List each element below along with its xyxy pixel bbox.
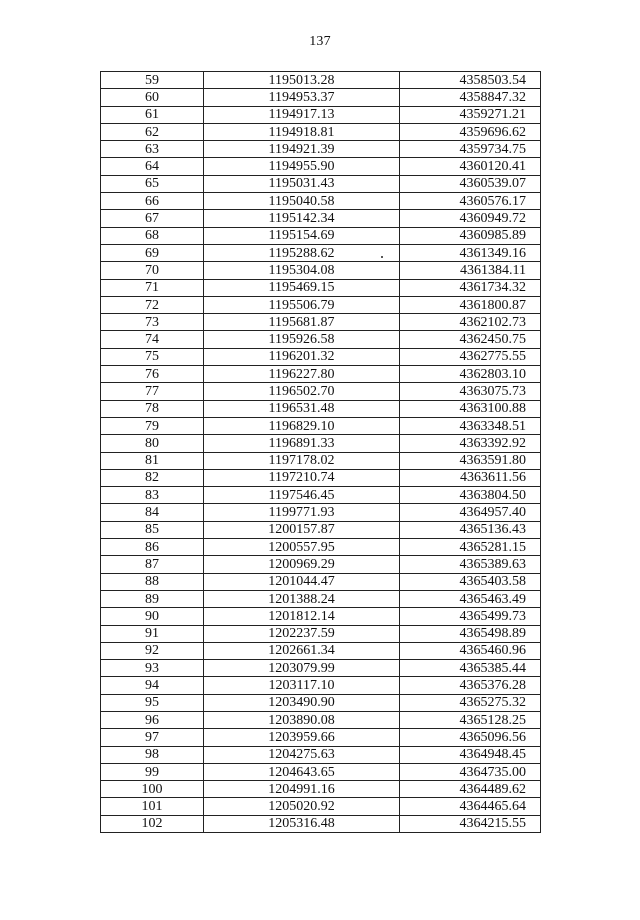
point-number-cell: 100 (101, 781, 204, 798)
table-row (101, 72, 541, 89)
point-number-cell: 72 (101, 296, 204, 313)
y-coordinate-cell: 4365275.32 (400, 694, 541, 711)
point-number-cell: 101 (101, 798, 204, 815)
y-coordinate-cell: 4362775.55 (400, 348, 541, 365)
y-coordinate-cell: 4360985.89 (400, 227, 541, 244)
x-coordinate-cell: 1194955.90 (204, 158, 400, 175)
point-number-cell: 65 (101, 175, 204, 192)
table-row (101, 106, 541, 123)
table-row (101, 244, 541, 261)
table-row (101, 279, 541, 296)
table-row (101, 625, 541, 642)
x-coordinate-cell: 1204275.63 (204, 746, 400, 763)
table-row (101, 348, 541, 365)
point-number-cell: 77 (101, 383, 204, 400)
point-number-cell: 71 (101, 279, 204, 296)
y-coordinate-cell: 4363100.88 (400, 400, 541, 417)
x-coordinate-cell: 1205020.92 (204, 798, 400, 815)
table-row (101, 642, 541, 659)
x-coordinate-cell: 1200557.95 (204, 539, 400, 556)
table-row (101, 608, 541, 625)
table-row (101, 521, 541, 538)
table-row (101, 331, 541, 348)
point-number-cell: 80 (101, 435, 204, 452)
table-row (101, 539, 541, 556)
point-number-cell: 67 (101, 210, 204, 227)
x-coordinate-cell: 1195469.15 (204, 279, 400, 296)
table-row (101, 504, 541, 521)
point-number-cell: 79 (101, 417, 204, 434)
y-coordinate-cell: 4363348.51 (400, 417, 541, 434)
point-number-cell: 76 (101, 366, 204, 383)
coordinates-table-body (101, 72, 541, 833)
y-coordinate-cell: 4364465.64 (400, 798, 541, 815)
y-coordinate-cell: 4359734.75 (400, 141, 541, 158)
y-coordinate-cell: 4361800.87 (400, 296, 541, 313)
x-coordinate-cell: 1195040.58 (204, 193, 400, 210)
y-coordinate-cell: 4363591.80 (400, 452, 541, 469)
y-coordinate-cell: 4359271.21 (400, 106, 541, 123)
point-number-cell: 82 (101, 469, 204, 486)
table-row (101, 383, 541, 400)
point-number-cell: 94 (101, 677, 204, 694)
y-coordinate-cell: 4359696.62 (400, 123, 541, 140)
y-coordinate-cell: 4365498.89 (400, 625, 541, 642)
y-coordinate-cell: 4360576.17 (400, 193, 541, 210)
x-coordinate-cell: 1204643.65 (204, 763, 400, 780)
table-row (101, 141, 541, 158)
x-coordinate-cell: 1200157.87 (204, 521, 400, 538)
point-number-cell: 83 (101, 487, 204, 504)
table-row (101, 366, 541, 383)
point-number-cell: 81 (101, 452, 204, 469)
x-coordinate-cell: 1203890.08 (204, 711, 400, 728)
table-row (101, 296, 541, 313)
x-coordinate-cell: 1195506.79 (204, 296, 400, 313)
point-number-cell: 62 (101, 123, 204, 140)
table-row (101, 746, 541, 763)
y-coordinate-cell: 4361734.32 (400, 279, 541, 296)
point-number-cell: 63 (101, 141, 204, 158)
point-number-cell: 92 (101, 642, 204, 659)
y-coordinate-cell: 4364957.40 (400, 504, 541, 521)
table-row (101, 677, 541, 694)
y-coordinate-cell: 4361349.16 (400, 244, 541, 261)
table-row (101, 89, 541, 106)
point-number-cell: 75 (101, 348, 204, 365)
y-coordinate-cell: 4365136.43 (400, 521, 541, 538)
table-row (101, 815, 541, 832)
point-number-cell: 59 (101, 72, 204, 89)
x-coordinate-cell: 1199771.93 (204, 504, 400, 521)
y-coordinate-cell: 4363075.73 (400, 383, 541, 400)
y-coordinate-cell: 4362450.75 (400, 331, 541, 348)
y-coordinate-cell: 4362102.73 (400, 314, 541, 331)
table-row (101, 590, 541, 607)
table-row (101, 781, 541, 798)
y-coordinate-cell: 4365499.73 (400, 608, 541, 625)
x-coordinate-cell: 1196201.32 (204, 348, 400, 365)
point-number-cell: 64 (101, 158, 204, 175)
point-number-cell: 66 (101, 193, 204, 210)
y-coordinate-cell: 4363611.56 (400, 469, 541, 486)
y-coordinate-cell: 4365376.28 (400, 677, 541, 694)
x-coordinate-cell: 1203079.99 (204, 660, 400, 677)
x-coordinate-cell: 1195142.34 (204, 210, 400, 227)
point-number-cell: 98 (101, 746, 204, 763)
point-number-cell: 85 (101, 521, 204, 538)
table-row (101, 158, 541, 175)
table-row (101, 487, 541, 504)
x-coordinate-cell: 1197210.74 (204, 469, 400, 486)
x-coordinate-cell: 1194918.81 (204, 123, 400, 140)
x-coordinate-cell: 1195013.28 (204, 72, 400, 89)
x-coordinate-cell: 1203117.10 (204, 677, 400, 694)
point-number-cell: 87 (101, 556, 204, 573)
table-row (101, 763, 541, 780)
point-number-cell: 96 (101, 711, 204, 728)
point-number-cell: 61 (101, 106, 204, 123)
point-number-cell: 102 (101, 815, 204, 832)
x-coordinate-cell: 1204991.16 (204, 781, 400, 798)
table-row (101, 400, 541, 417)
x-coordinate-cell: 1194953.37 (204, 89, 400, 106)
table-row (101, 711, 541, 728)
x-coordinate-cell: 1203959.66 (204, 729, 400, 746)
table-row (101, 210, 541, 227)
point-number-cell: 88 (101, 573, 204, 590)
y-coordinate-cell: 4363392.92 (400, 435, 541, 452)
x-coordinate-cell: 1194917.13 (204, 106, 400, 123)
table-row (101, 729, 541, 746)
y-coordinate-cell: 4365463.49 (400, 590, 541, 607)
x-coordinate-cell: 1195154.69 (204, 227, 400, 244)
table-row (101, 573, 541, 590)
x-coordinate-cell: 1196227.80 (204, 366, 400, 383)
y-coordinate-cell: 4364735.00 (400, 763, 541, 780)
y-coordinate-cell: 4365096.56 (400, 729, 541, 746)
x-coordinate-cell: 1205316.48 (204, 815, 400, 832)
y-coordinate-cell: 4364948.45 (400, 746, 541, 763)
x-coordinate-cell: 1202237.59 (204, 625, 400, 642)
page-number: 137 (309, 34, 331, 49)
y-coordinate-cell: 4363804.50 (400, 487, 541, 504)
point-number-cell: 97 (101, 729, 204, 746)
x-coordinate-cell: 1195031.43 (204, 175, 400, 192)
y-coordinate-cell: 4360120.41 (400, 158, 541, 175)
x-coordinate-cell: 1201388.24 (204, 590, 400, 607)
point-number-cell: 69 (101, 244, 204, 261)
y-coordinate-cell: 4358847.32 (400, 89, 541, 106)
table-row (101, 452, 541, 469)
y-coordinate-cell: 4360949.72 (400, 210, 541, 227)
y-coordinate-cell: 4361384.11 (400, 262, 541, 279)
y-coordinate-cell: 4364489.62 (400, 781, 541, 798)
table-row (101, 469, 541, 486)
y-coordinate-cell: 4365460.96 (400, 642, 541, 659)
table-row (101, 694, 541, 711)
point-number-cell: 73 (101, 314, 204, 331)
table-row (101, 660, 541, 677)
y-coordinate-cell: 4365385.44 (400, 660, 541, 677)
table-row (101, 556, 541, 573)
scan-speck (381, 256, 383, 258)
y-coordinate-cell: 4365389.63 (400, 556, 541, 573)
table-row (101, 193, 541, 210)
table-row (101, 435, 541, 452)
x-coordinate-cell: 1202661.34 (204, 642, 400, 659)
x-coordinate-cell: 1200969.29 (204, 556, 400, 573)
x-coordinate-cell: 1201044.47 (204, 573, 400, 590)
point-number-cell: 78 (101, 400, 204, 417)
table-row (101, 798, 541, 815)
point-number-cell: 91 (101, 625, 204, 642)
point-number-cell: 89 (101, 590, 204, 607)
table-row (101, 417, 541, 434)
x-coordinate-cell: 1195926.58 (204, 331, 400, 348)
table-row (101, 227, 541, 244)
y-coordinate-cell: 4360539.07 (400, 175, 541, 192)
point-number-cell: 60 (101, 89, 204, 106)
x-coordinate-cell: 1203490.90 (204, 694, 400, 711)
x-coordinate-cell: 1196829.10 (204, 417, 400, 434)
x-coordinate-cell: 1194921.39 (204, 141, 400, 158)
y-coordinate-cell: 4365403.58 (400, 573, 541, 590)
y-coordinate-cell: 4365128.25 (400, 711, 541, 728)
x-coordinate-cell: 1196502.70 (204, 383, 400, 400)
point-number-cell: 84 (101, 504, 204, 521)
x-coordinate-cell: 1201812.14 (204, 608, 400, 625)
x-coordinate-cell: 1195681.87 (204, 314, 400, 331)
point-number-cell: 74 (101, 331, 204, 348)
table-row (101, 123, 541, 140)
table-row (101, 262, 541, 279)
y-coordinate-cell: 4364215.55 (400, 815, 541, 832)
y-coordinate-cell: 4365281.15 (400, 539, 541, 556)
table-row (101, 314, 541, 331)
coordinates-table (100, 71, 541, 833)
y-coordinate-cell: 4362803.10 (400, 366, 541, 383)
x-coordinate-cell: 1197178.02 (204, 452, 400, 469)
x-coordinate-cell: 1195304.08 (204, 262, 400, 279)
point-number-cell: 93 (101, 660, 204, 677)
y-coordinate-cell: 4358503.54 (400, 72, 541, 89)
point-number-cell: 99 (101, 763, 204, 780)
x-coordinate-cell: 1197546.45 (204, 487, 400, 504)
point-number-cell: 90 (101, 608, 204, 625)
point-number-cell: 70 (101, 262, 204, 279)
x-coordinate-cell: 1195288.62 (204, 244, 400, 261)
point-number-cell: 68 (101, 227, 204, 244)
point-number-cell: 95 (101, 694, 204, 711)
x-coordinate-cell: 1196891.33 (204, 435, 400, 452)
x-coordinate-cell: 1196531.48 (204, 400, 400, 417)
table-row (101, 175, 541, 192)
point-number-cell: 86 (101, 539, 204, 556)
